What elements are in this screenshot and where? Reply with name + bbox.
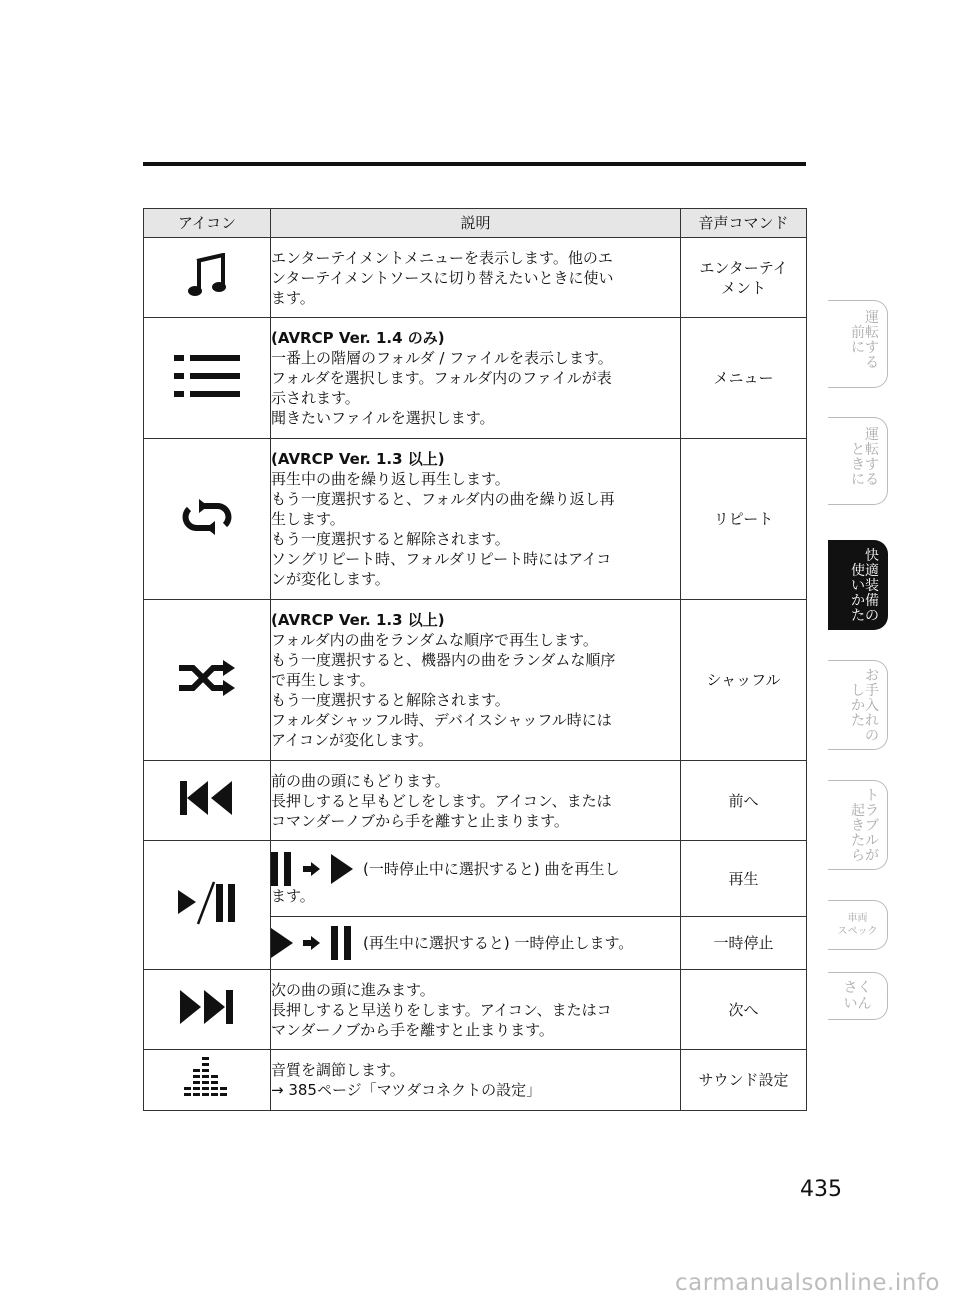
tab-text: か備 (851, 593, 879, 609)
header-desc: 説明 (271, 209, 681, 238)
tab-text: 運 (865, 310, 879, 326)
cmd-cell: 一時停止 (681, 917, 807, 970)
desc-line: フォルダシャッフル時、デバイスシャッフル時には (271, 711, 612, 729)
tab-text: 車両 (847, 913, 868, 924)
tab-text: 起ラ (851, 803, 879, 819)
table-row (144, 841, 807, 917)
arrow-right-icon (303, 862, 321, 876)
play-icon (271, 928, 293, 958)
table-row (144, 238, 807, 318)
cmd-text: エンターテイ (699, 258, 788, 277)
desc-line: 音質を調節します。 (271, 1061, 405, 1079)
icon-cell (144, 318, 271, 439)
tab-text: の (865, 728, 879, 744)
icon-cell (144, 238, 271, 318)
desc-line: コマンダーノブから手を離すと止まります。 (271, 811, 569, 830)
table-header-row (144, 209, 807, 238)
desc-cell (271, 917, 681, 970)
pause-line (271, 926, 680, 960)
tab-text: さく (843, 980, 872, 996)
tab-equipment-usage[interactable] (828, 540, 888, 630)
tab-text: る (865, 355, 879, 371)
next-track-icon (180, 990, 234, 1024)
tab-text: たル (851, 833, 879, 849)
tab-text: きす (851, 457, 879, 473)
desc-line: もう一度選択すると、機器内の曲をランダムな順序 (271, 651, 616, 669)
desc-line: もう一度選択すると、フォルダ内の曲を繰り返し再 (271, 490, 615, 508)
desc-cell (271, 238, 681, 318)
desc-cell (271, 841, 681, 917)
table-row (144, 761, 807, 841)
tab-text: い装 (851, 578, 879, 594)
desc-cell (271, 439, 681, 600)
header-icon: アイコン (144, 209, 271, 238)
pause-icon (271, 852, 293, 886)
pause-icon (331, 926, 353, 960)
top-rule (143, 162, 806, 166)
play-pause-icon (178, 880, 236, 926)
icon-cell (144, 439, 271, 600)
watermark: carmanualsonline.info (674, 1270, 940, 1296)
tab-text: らが (851, 848, 879, 864)
desc-line: 長押しすると早もどしをします。アイコン、または (271, 791, 612, 810)
tab-while-driving[interactable] (828, 417, 888, 505)
desc-line: 生します。 (271, 510, 345, 528)
cmd-cell: リピート (681, 439, 807, 600)
previous-track-icon (180, 781, 234, 815)
desc-cell (271, 970, 681, 1050)
cmd-text: メント (720, 278, 766, 297)
desc-cell (271, 1050, 681, 1111)
play-text: (一時停止中に選択すると) 曲を再生し (363, 859, 620, 878)
play-line (271, 852, 680, 886)
tab-text: お (865, 668, 879, 684)
tab-text: にる (851, 472, 879, 488)
voice-command-table (143, 208, 807, 1111)
pause-text: (再生中に選択すると) 一時停止します。 (363, 934, 634, 952)
icon-cell (144, 841, 271, 970)
cmd-cell (681, 238, 807, 318)
desc-line: エンターテイメントメニューを表示します。他のエ (271, 248, 613, 267)
desc-line: ンターテイメントソースに切り替えたいときに使い (271, 268, 614, 287)
tab-text: か入 (851, 698, 879, 714)
table-row (144, 970, 807, 1050)
tab-index[interactable] (828, 972, 888, 1020)
desc-cell (271, 761, 681, 841)
tab-text: 快 (865, 548, 879, 564)
arrow-right-icon (303, 936, 321, 950)
desc-line: で再生します。 (271, 671, 375, 689)
desc-line: もう一度選択すると解除されます。 (271, 530, 510, 548)
table-row (144, 600, 807, 761)
desc-line: マンダーノブから手を離すと止まります。 (271, 1020, 554, 1039)
repeat-icon (179, 499, 235, 535)
cmd-cell: メニュー (681, 318, 807, 439)
desc-cell (271, 600, 681, 761)
equalizer-icon (184, 1057, 230, 1099)
desc-line: アイコンが変化します。 (271, 731, 433, 749)
desc-line: ンが変化します。 (271, 570, 390, 588)
desc-line: 次の曲の頭に進みます。 (271, 980, 435, 999)
play-text-cont: ます。 (271, 886, 315, 905)
shuffle-icon (177, 660, 237, 696)
tab-text: ト (865, 788, 879, 804)
desc-line: もう一度選択すると解除されます。 (271, 691, 510, 709)
list-menu-icon (174, 355, 240, 397)
desc-line: ソングリピート時、フォルダリピート時にはアイコ (271, 550, 612, 568)
tab-text: きブ (851, 818, 879, 834)
desc-heading: (AVRCP Ver. 1.3 以上) (271, 450, 445, 468)
desc-line: 再生中の曲を繰り返し再生します。 (271, 470, 510, 488)
tab-before-driving[interactable] (828, 300, 888, 388)
desc-line: 聞きたいファイルを選択します。 (271, 409, 495, 427)
icon-cell (144, 600, 271, 761)
icon-cell (144, 1050, 271, 1111)
desc-line: 一番上の階層のフォルダ / ファイルを表示します。 (271, 349, 613, 367)
tab-text: 運 (865, 427, 879, 443)
tab-text: たれ (851, 713, 879, 729)
tab-text: し手 (851, 683, 879, 699)
desc-heading: (AVRCP Ver. 1.3 以上) (271, 611, 445, 629)
music-note-icon (187, 253, 227, 297)
header-cmd: 音声コマンド (681, 209, 807, 238)
icon-cell (144, 761, 271, 841)
icon-cell (144, 970, 271, 1050)
cmd-cell: 次へ (681, 970, 807, 1050)
tab-vehicle-specs[interactable] (828, 900, 888, 950)
play-icon (331, 854, 353, 884)
table-row (144, 439, 807, 600)
cmd-cell: シャッフル (681, 600, 807, 761)
tab-text: たの (851, 608, 879, 624)
cmd-cell: 前へ (681, 761, 807, 841)
desc-line: 長押しすると早送りをします。アイコン、またはコ (271, 1000, 612, 1019)
desc-line: → 385ページ「マツダコネクトの設定」 (271, 1081, 542, 1099)
tab-text: スペック (837, 926, 878, 937)
desc-cell (271, 318, 681, 439)
cmd-cell: 再生 (681, 841, 807, 917)
desc-line: 示されます。 (271, 389, 360, 407)
tab-text: 使適 (851, 563, 879, 579)
cmd-cell: サウンド設定 (681, 1050, 807, 1111)
table-row (144, 318, 807, 439)
tab-troubleshooting[interactable] (828, 780, 888, 870)
desc-heading: (AVRCP Ver. 1.4 のみ) (271, 329, 445, 347)
tab-text: 前転 (851, 325, 879, 341)
desc-line: 前の曲の頭にもどります。 (271, 771, 450, 790)
page-number: 435 (800, 1177, 842, 1202)
desc-line: ます。 (271, 288, 315, 307)
tab-maintenance[interactable] (828, 660, 888, 750)
tab-text: いん (843, 996, 872, 1012)
tab-text: と転 (851, 442, 879, 458)
desc-line: フォルダ内の曲をランダムな順序で再生します。 (271, 631, 598, 649)
tab-text: にす (851, 340, 879, 356)
desc-line: フォルダを選択します。フォルダ内のファイルが表 (271, 369, 612, 387)
table-row (144, 1050, 807, 1111)
